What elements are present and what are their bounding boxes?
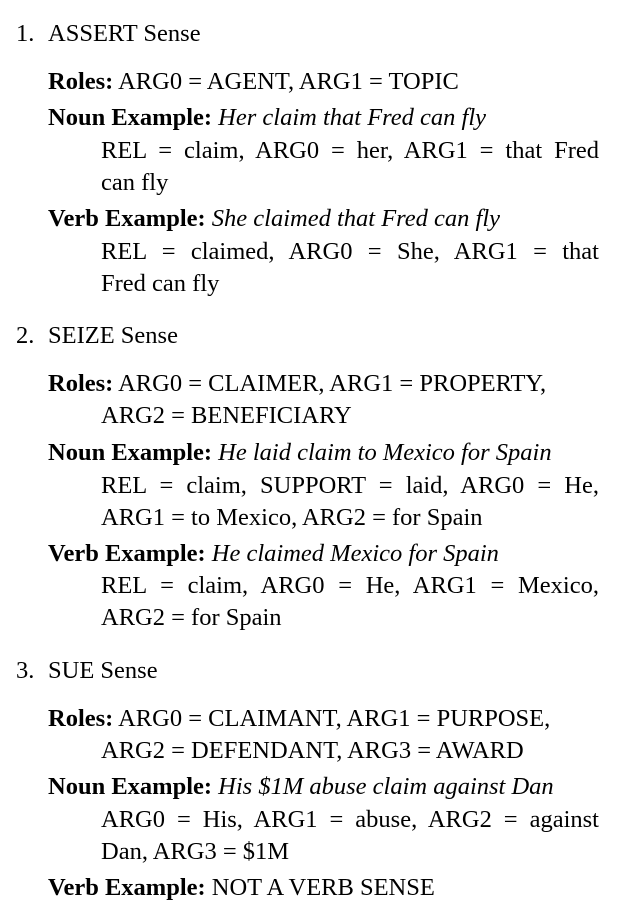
noun-example-label: Noun Example: [48, 104, 213, 131]
roles-line [48, 66, 459, 98]
verb-args-line: REL = claim, ARG0 = He, ARG1 = Mexico, [101, 572, 599, 599]
noun-args-line: ARG1 = to Mexico, ARG2 = for Spain [101, 504, 483, 531]
roles-line [48, 368, 546, 400]
noun-args-line: REL = claim, ARG0 = her, ARG1 = that Fred [101, 137, 599, 164]
roles-value-cont: ARG2 = DEFENDANT, ARG3 = AWARD [101, 737, 524, 764]
verb-example-text: She claimed that Fred can fly [211, 205, 501, 232]
noun-example-text: He laid claim to Mexico for Spain [218, 439, 552, 466]
noun-example-line [48, 771, 554, 803]
sense-number: 1. [16, 20, 35, 47]
sense-title: SUE Sense [48, 657, 158, 684]
noun-example-text: Her claim that Fred can fly [218, 104, 487, 131]
sense-number: 2. [16, 322, 35, 349]
noun-example-text: His $1M abuse claim against Dan [218, 773, 554, 800]
roles-value: ARG0 = AGENT, ARG1 = TOPIC [118, 68, 459, 95]
roles-label: Roles: [48, 68, 114, 95]
roles-label: Roles: [48, 370, 114, 397]
noun-args-line: can fly [101, 169, 169, 196]
verb-example-text: He claimed Mexico for Spain [211, 540, 499, 567]
noun-args-line: ARG0 = His, ARG1 = abuse, ARG2 = against [101, 806, 599, 833]
noun-args-line: Dan, ARG3 = $1M [101, 838, 290, 865]
roles-label: Roles: [48, 705, 114, 732]
sense-title: ASSERT Sense [48, 20, 201, 47]
sense-number: 3. [16, 657, 35, 684]
noun-example-label: Noun Example: [48, 773, 213, 800]
verb-args-line: REL = claimed, ARG0 = She, ARG1 = that [101, 238, 599, 265]
verb-example-text: NOT A VERB SENSE [211, 874, 435, 901]
verb-args-line: Fred can fly [101, 270, 220, 297]
verb-args-line: ARG2 = for Spain [101, 604, 282, 631]
noun-example-label: Noun Example: [48, 439, 213, 466]
verb-example-label: Verb Example: [48, 874, 206, 901]
verb-example-label: Verb Example: [48, 205, 206, 232]
roles-value-cont: ARG2 = BENEFICIARY [101, 402, 352, 429]
verb-example-label: Verb Example: [48, 540, 206, 567]
sense-title: SEIZE Sense [48, 322, 178, 349]
verb-example-line [48, 538, 499, 570]
noun-example-line [48, 102, 486, 134]
noun-example-line [48, 437, 552, 469]
roles-value: ARG0 = CLAIMANT, ARG1 = PURPOSE, [118, 705, 551, 732]
verb-example-line [48, 872, 435, 904]
roles-value: ARG0 = CLAIMER, ARG1 = PROPERTY, [118, 370, 547, 397]
noun-args-line: REL = claim, SUPPORT = laid, ARG0 = He, [101, 472, 599, 499]
verb-example-line [48, 203, 500, 235]
roles-line [48, 703, 550, 735]
